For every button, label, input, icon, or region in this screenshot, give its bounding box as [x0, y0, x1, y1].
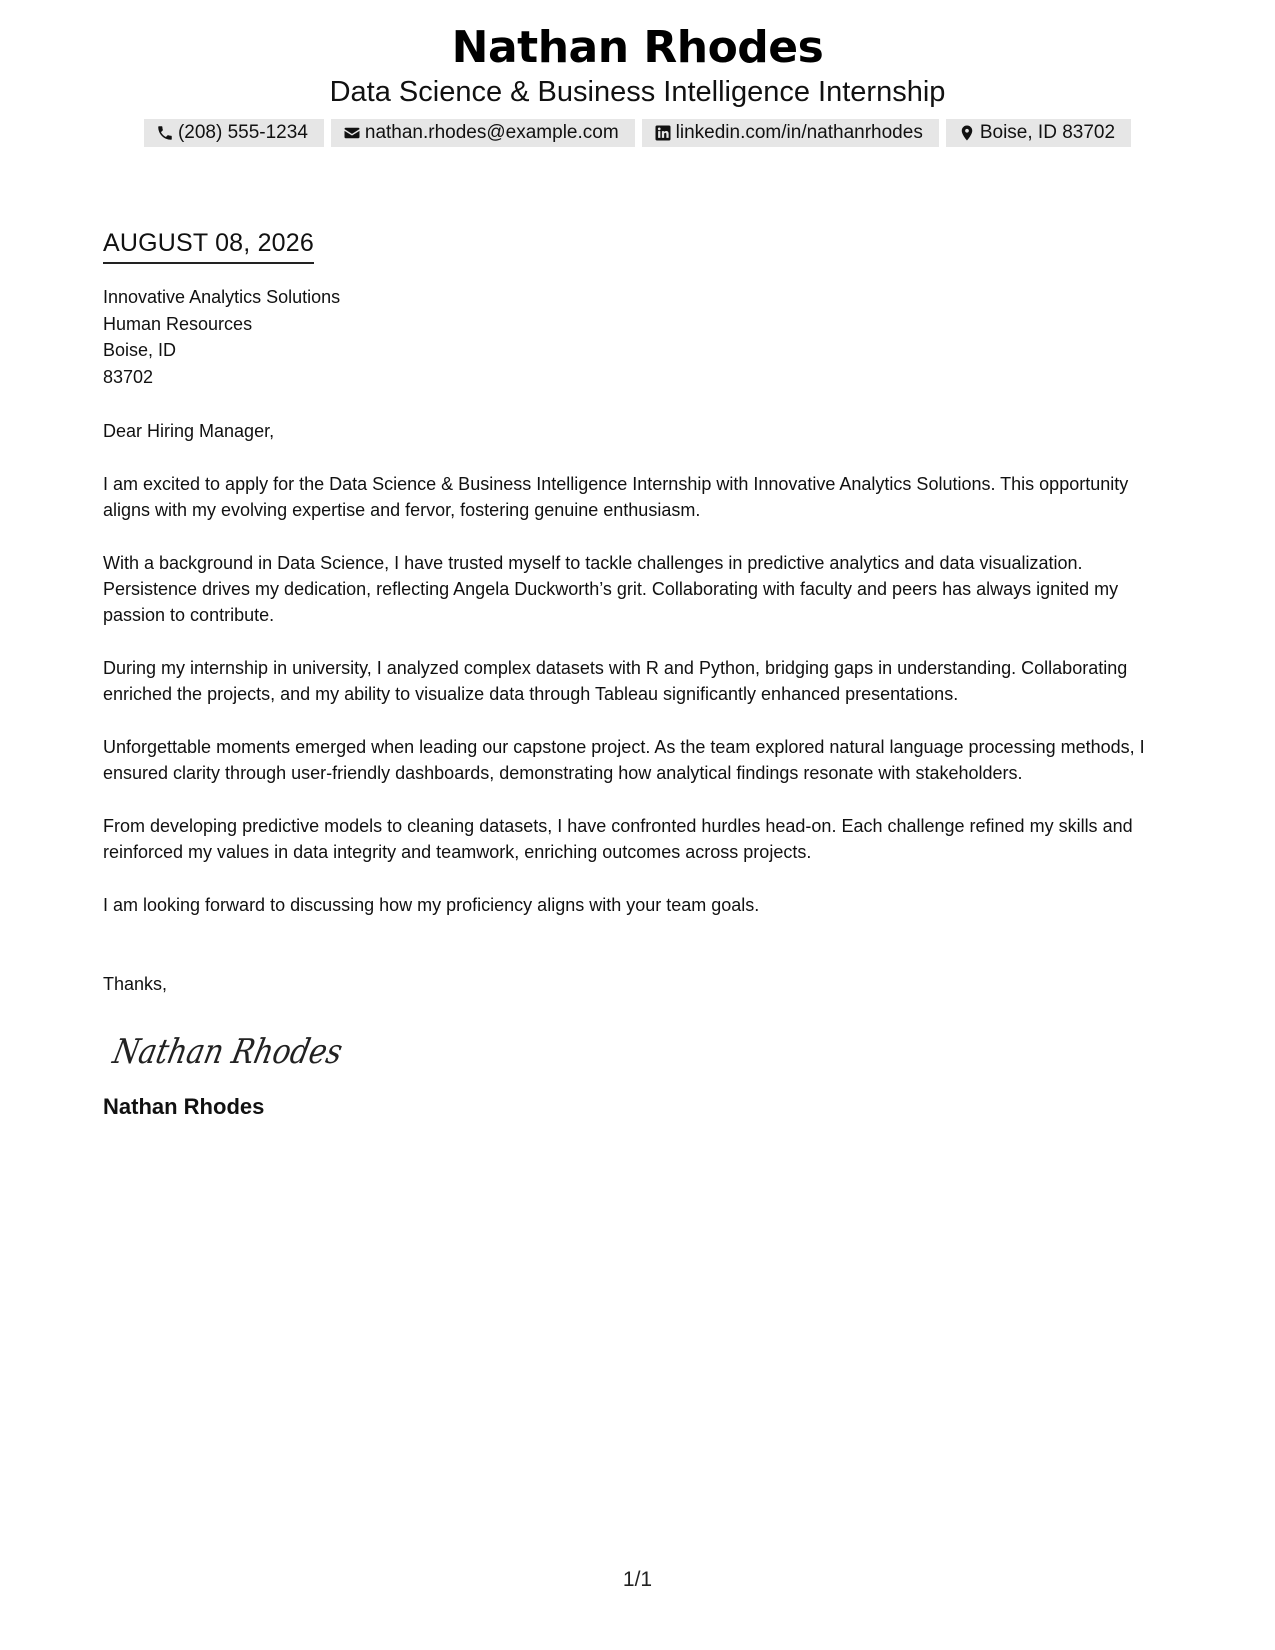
contact-email-text: nathan.rhodes@example.com	[364, 122, 619, 143]
contact-location[interactable]	[946, 119, 1131, 147]
paragraph-closing-statement: I am looking forward to discussing how my proficiency aligns with your team goals.	[103, 895, 760, 915]
recipient-company: Innovative Analytics Solutions	[103, 287, 341, 307]
salutation: Dear Hiring Manager,	[103, 421, 275, 441]
letter-body	[103, 227, 1175, 1121]
position-title: Data Science & Business Intelligence Internship	[329, 76, 946, 108]
paragraph-internship: During my internship in university, I analyzed complex datasets with R and Python, bridging gaps in understanding. Collaborating enriched the projects, and my ability to visualize data through Tableau significantly enhanced presentations.	[103, 658, 1128, 704]
paragraph-background: With a background in Data Science, I have trusted myself to tackle challenges in predictive analytics and data visualization. Persistence drives my dedication, reflecting Angela Duckworth’s grit. Collaborating with faculty and peers has always ignited my passion to contribute.	[103, 553, 1119, 625]
closing: Thanks,	[103, 974, 168, 994]
contact-email[interactable]	[331, 119, 635, 147]
contact-bar	[0, 119, 1275, 147]
contact-phone[interactable]	[144, 119, 324, 147]
paragraph-intro: I am excited to apply for the Data Science & Business Intelligence Internship with Innovative Analytics Solutions. This opportunity aligns with my evolving expertise and fervor, fostering genuine enthusiasm.	[103, 474, 1129, 520]
location-pin-icon	[958, 124, 976, 142]
recipient-city-state: Boise, ID	[103, 340, 177, 360]
applicant-name: Nathan Rhodes	[451, 22, 824, 73]
paragraph-capstone: Unforgettable moments emerged when leading our capstone project. As the team explored natural language processing methods, I ensured clarity through user-friendly dashboards, demonstrating how analytical findings resonate with stakeholders.	[103, 737, 1145, 783]
phone-icon	[156, 124, 174, 142]
recipient-zip: 83702	[103, 366, 154, 387]
paragraph-challenges: From developing predictive models to cleaning datasets, I have confronted hurdles head-on. Each challenge refined my skills and reinforced my values in data integrity and teamwork, enriching outcomes across projects.	[103, 816, 1133, 862]
contact-phone-text: (208) 555-1234	[177, 122, 308, 143]
contact-linkedin[interactable]	[642, 119, 939, 147]
recipient-address	[103, 284, 1175, 390]
envelope-icon	[343, 124, 361, 142]
handwritten-signature	[109, 1027, 384, 1073]
signature-text: Nathan Rhodes	[109, 1032, 384, 1072]
page-number: 1/1	[622, 1568, 653, 1591]
letter-date: AUGUST 08, 2026	[103, 227, 314, 264]
contact-location-text: Boise, ID 83702	[979, 122, 1116, 143]
signer-name: Nathan Rhodes	[103, 1094, 265, 1119]
recipient-department: Human Resources	[103, 313, 253, 334]
linkedin-icon	[654, 124, 672, 142]
letter-header	[0, 20, 1275, 147]
contact-linkedin-text: linkedin.com/in/nathanrhodes	[675, 122, 923, 143]
